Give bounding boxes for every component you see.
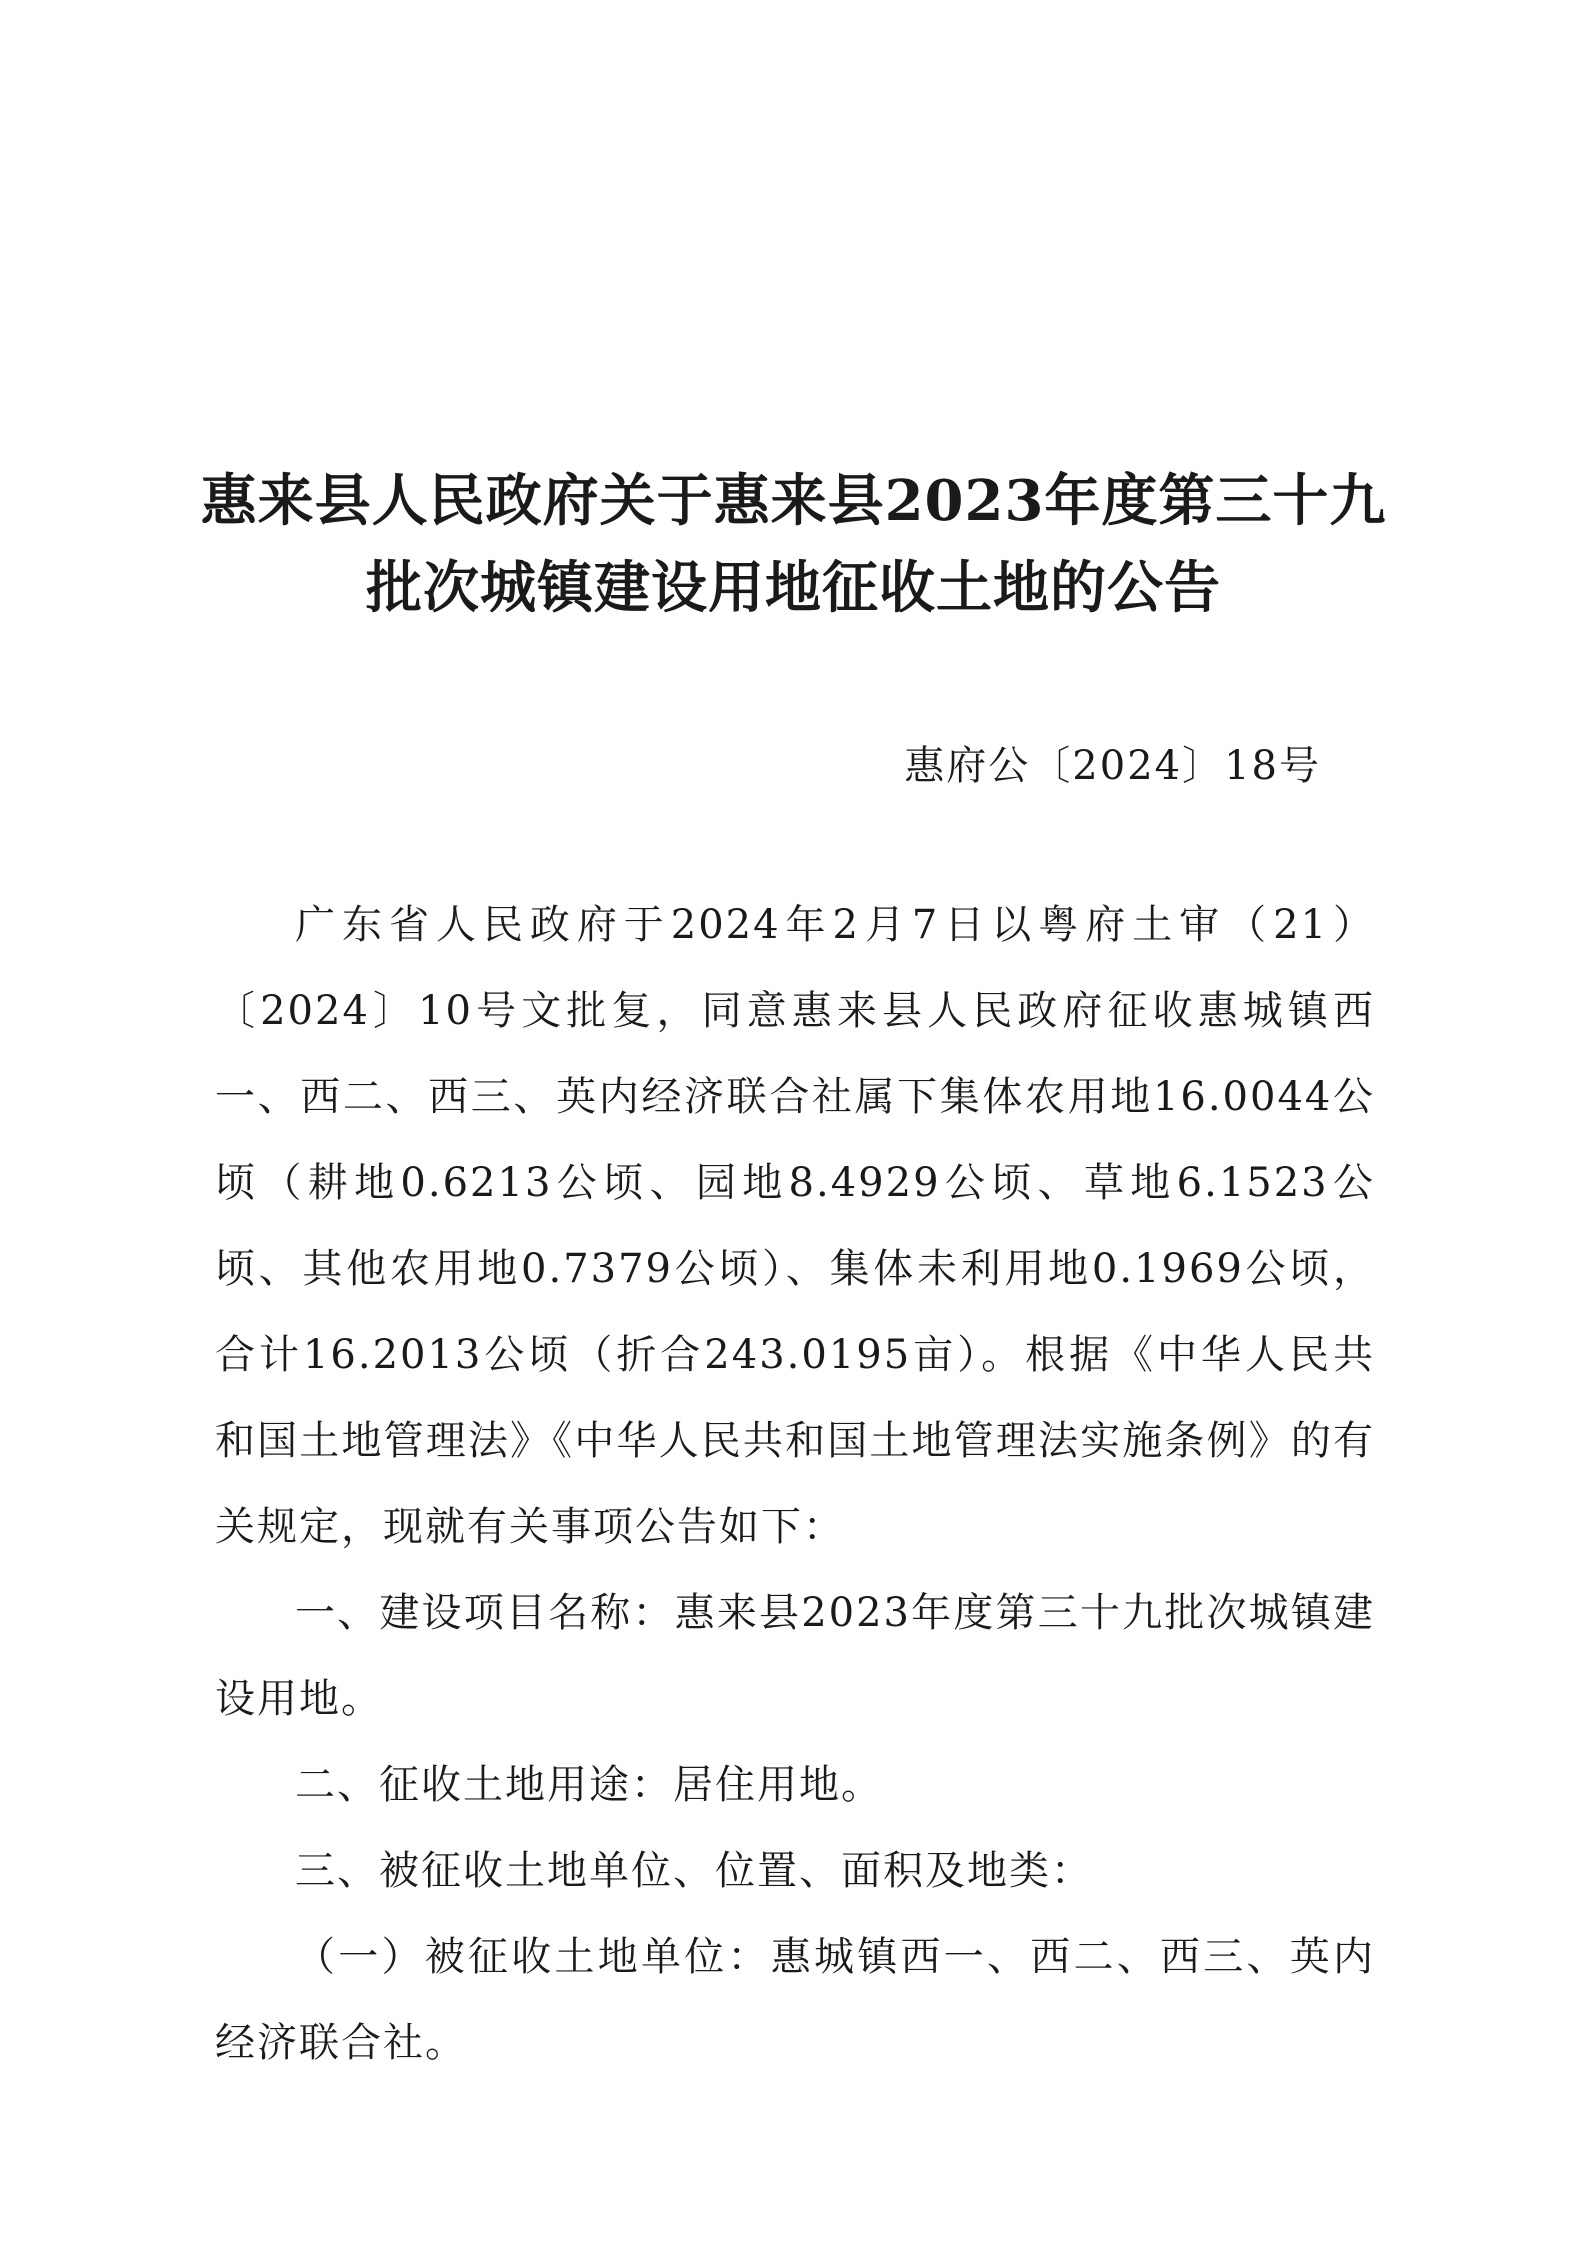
paragraph-preamble: 广东省人民政府于2024年2月7日以粤府土审（21）〔2024〕10号文批复，同意惠来县人民政府征收惠城镇西一、西二、西三、英内经济联合社属下集体农用地16.0044公顷（耕地0.6213公顷、园地8.4929公顷、草地6.1523公顷、其他农用地0.7379公顷）、集体未利用地0.1969公顷，合计16.2013公顷（折合243.0195亩）。根据《中华人民共和国土地管理法》《中华人民共和国土地管理法实施条例》的有关规定，现就有关事项公告如下： (215, 902, 1375, 1550)
document-title-line-2: 批次城镇建设用地征收土地的公告 (366, 555, 1221, 621)
paragraph-land-units: （一）被征收土地单位：惠城镇西一、西二、西三、英内经济联合社。 (215, 1934, 1375, 2066)
document-body (215, 882, 1375, 2086)
document-number: 惠府公〔2024〕18号 (904, 743, 1321, 789)
paragraph-project-name: 一、建设项目名称：惠来县2023年度第三十九批次城镇建设用地。 (215, 1590, 1375, 1722)
paragraph-land-use: 二、征收土地用途：居住用地。 (295, 1762, 883, 1808)
paragraph-land-units-heading: 三、被征收土地单位、位置、面积及地类： (295, 1848, 1093, 1894)
document-title-line-1: 惠来县人民政府关于惠来县2023年度第三十九 (200, 468, 1387, 534)
